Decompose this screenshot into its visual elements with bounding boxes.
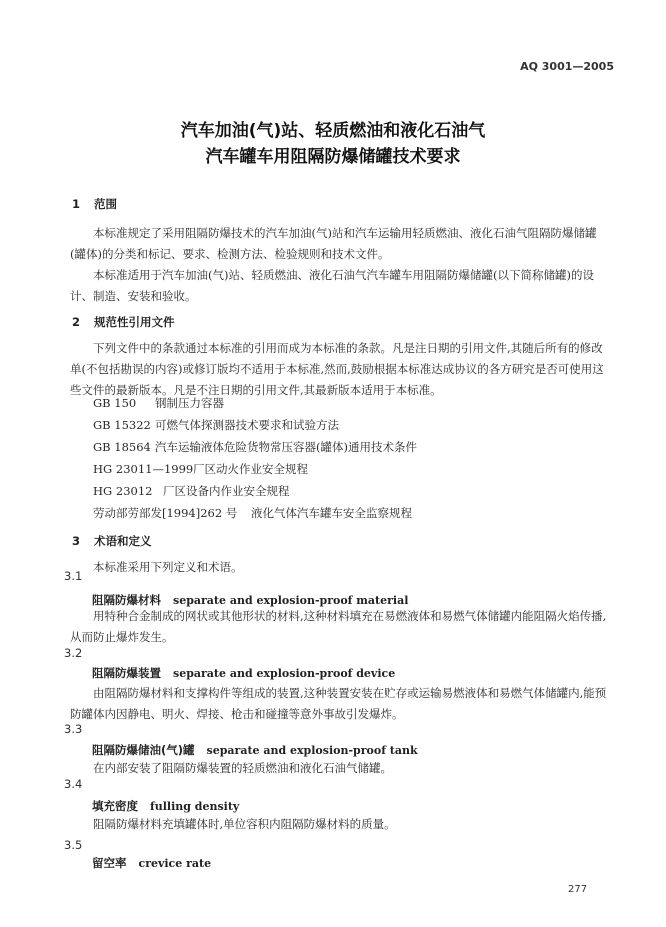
term-definition: 在内部安装了阻隔防爆装置的轻质燃油和液化石油气储罐。 bbox=[93, 761, 392, 775]
title-line-1: 汽车加油(气)站、轻质燃油和液化石油气 bbox=[180, 121, 486, 141]
term-english: crevice rate bbox=[138, 857, 212, 870]
term-number: 3.4 bbox=[64, 777, 83, 791]
section-1-paragraph-1: 本标准规定了采用阻隔防爆技术的汽车加油(气)站和汽车运输用轻质燃油、液化石油气阻隔防爆储罐(罐体)的分类和标记、要求、检测方法、检验规则和技术文件。 bbox=[70, 226, 597, 261]
term-english: separate and explosion-proof tank bbox=[206, 744, 418, 757]
reference-title: 厂区动火作业安全规程 bbox=[193, 462, 308, 476]
term-definition: 阻隔防爆材料充填罐体时,单位容积内阻隔防爆材料的质量。 bbox=[93, 817, 396, 831]
term-heading bbox=[92, 798, 239, 814]
reference-item bbox=[93, 461, 308, 477]
section-3-heading bbox=[72, 533, 152, 549]
reference-item bbox=[93, 395, 224, 411]
term-chinese: 阻隔防爆储油(气)罐 bbox=[92, 743, 195, 757]
reference-code: GB 150 bbox=[93, 396, 137, 410]
standard-number: AQ 3001—2005 bbox=[520, 60, 614, 73]
term-chinese: 阻隔防爆材料 bbox=[92, 593, 161, 607]
term-heading bbox=[92, 855, 211, 871]
term-definition: 由阻隔防爆材料和支撑构件等组成的装置,这种装置安装在贮存或运输易燃液体和易燃气体储罐内,能预防罐体内因静电、明火、焊接、枪击和碰撞等意外事故引发爆炸。 bbox=[70, 686, 607, 721]
reference-title: 汽车运输液体危险货物常压容器(罐体)通用技术条件 bbox=[155, 440, 417, 454]
reference-code: GB 18564 bbox=[93, 440, 151, 454]
section-number: 1 bbox=[72, 197, 81, 211]
section-2-intro: 下列文件中的条款通过本标准的引用而成为本标准的条款。凡是注日期的引用文件,其随后所有的修改单(不包括勘误的内容)或修订版均不适用于本标准,然而,鼓励根据本标准达成协议的各方研究是否可使用这些文件的最新版本。凡是不注日期的引用文件,其最新版本适用于本标准。 bbox=[70, 341, 604, 397]
section-title: 范围 bbox=[94, 197, 118, 211]
term-heading bbox=[92, 665, 395, 681]
section-title: 规范性引用文件 bbox=[94, 315, 175, 329]
term-chinese: 留空率 bbox=[92, 856, 127, 870]
section-2-heading bbox=[72, 314, 175, 330]
term-number: 3.3 bbox=[64, 722, 83, 736]
term-heading bbox=[92, 742, 418, 758]
term-number: 3.1 bbox=[64, 569, 83, 583]
reference-code: 劳动部劳部发[1994]262 号 bbox=[93, 506, 238, 520]
section-1-heading bbox=[72, 196, 117, 212]
reference-title: 钢制压力容器 bbox=[155, 396, 224, 410]
term-english: separate and explosion-proof material bbox=[173, 594, 409, 607]
term-english: fulling density bbox=[150, 800, 240, 813]
reference-title: 可燃气体探测器技术要求和试验方法 bbox=[155, 418, 339, 432]
title-line-2: 汽车罐车用阻隔防爆储罐技术要求 bbox=[205, 147, 461, 167]
page-number: 277 bbox=[568, 884, 588, 895]
term-number: 3.2 bbox=[64, 646, 83, 660]
section-number: 2 bbox=[72, 315, 81, 329]
reference-title: 厂区设备内作业安全规程 bbox=[163, 484, 290, 498]
reference-item bbox=[93, 505, 412, 521]
section-1-paragraph-2: 本标准适用于汽车加油(气)站、轻质燃油、液化石油气汽车罐车用阻隔防爆储罐(以下简称储罐)的设计、制造、安装和验收。 bbox=[70, 268, 594, 303]
section-title: 术语和定义 bbox=[94, 534, 152, 548]
reference-item bbox=[93, 417, 339, 433]
section-number: 3 bbox=[72, 534, 81, 548]
reference-code: GB 15322 bbox=[93, 418, 151, 432]
reference-item bbox=[93, 439, 417, 455]
term-definition: 用特种合金制成的网状或其他形状的材料,这种材料填充在易燃液体和易燃气体储罐内能阻隔火焰传播,从而防止爆炸发生。 bbox=[70, 609, 607, 644]
reference-code: HG 23011—1999 bbox=[93, 462, 194, 476]
term-number: 3.5 bbox=[64, 838, 83, 852]
term-chinese: 阻隔防爆装置 bbox=[92, 666, 161, 680]
document-title bbox=[0, 118, 666, 170]
term-chinese: 填充密度 bbox=[92, 799, 138, 813]
reference-title: 液化气体汽车罐车安全监察规程 bbox=[251, 506, 412, 520]
reference-item bbox=[93, 483, 290, 499]
section-3-intro: 本标准采用下列定义和术语。 bbox=[93, 560, 243, 574]
term-english: separate and explosion-proof device bbox=[173, 667, 396, 680]
reference-code: HG 23012 bbox=[93, 484, 153, 498]
